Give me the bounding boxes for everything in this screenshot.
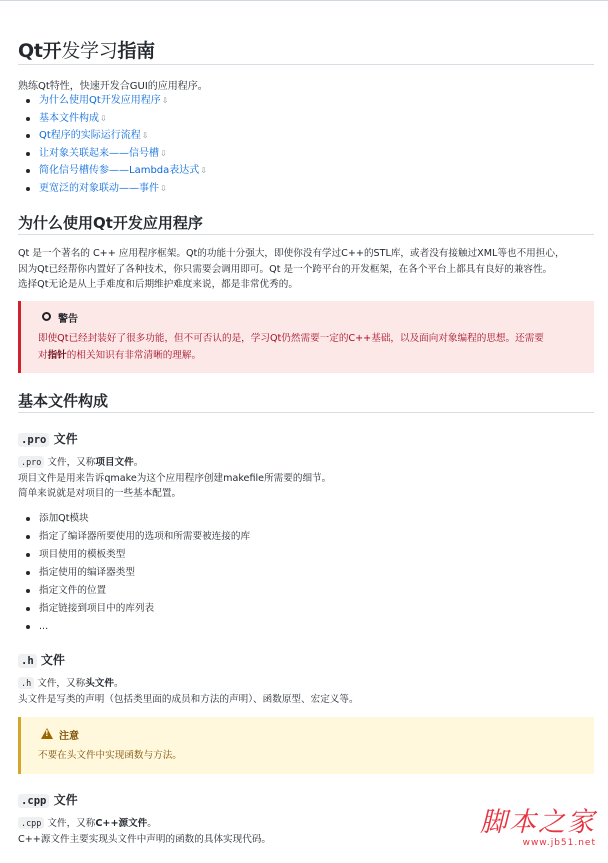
watermark-logo-text: 脚本之家 [480, 807, 596, 838]
pro-line-3: 简单来说就是对项目的一些基本配置。 [18, 488, 182, 500]
warning-title: 警告 [58, 314, 78, 325]
toc-item[interactable] [39, 180, 207, 198]
h-code: .h [18, 654, 37, 668]
cpp-line-1-end: 。 [147, 818, 157, 829]
page-title [18, 36, 155, 63]
list-item: 指定使用的编译器类型 [39, 564, 250, 582]
anchor-icon: ⇩ [160, 183, 167, 193]
section-heading-why: 为什么使用Qt开发应用程序 [18, 214, 203, 232]
why-line-1: Qt 是一个著名的 C++ 应用程序框架。Qt的功能十分强大，即使你没有学过C++的STL库，或者没有接触过XML等也不用担心， [18, 248, 565, 259]
toc-item[interactable] [39, 127, 207, 145]
warning-line-2-prefix: 对 [38, 350, 48, 361]
toc-item[interactable] [39, 110, 207, 128]
toc-item[interactable] [39, 92, 207, 110]
list-item: 添加Qt模块 [39, 510, 250, 528]
toc-item[interactable] [39, 162, 207, 180]
pro-line-2: 项目文件是用来告诉qmake为这个应用程序创建makefile所需要的细节。 [18, 472, 332, 484]
table-of-contents [18, 92, 207, 198]
list-item: 指定了编译器所要使用的选项和所需要被连接的库 [39, 528, 250, 546]
anchor-icon: ⇩ [160, 148, 167, 158]
h-line-1 [18, 676, 596, 692]
page-title-part2: 发学习 [61, 40, 118, 62]
cpp-code: .cpp [18, 794, 49, 808]
anchor-icon: ⇩ [161, 96, 169, 105]
anchor-icon: ⇩ [141, 131, 149, 141]
pro-bold-term: 项目文件 [95, 457, 134, 468]
cpp-line-2: C++源文件主要实现头文件中声明的函数的具体实现代码。 [18, 833, 272, 845]
page-title-part3: 指南 [117, 40, 155, 62]
pro-line-1 [18, 455, 596, 471]
warning-bold-term: 指针 [47, 350, 67, 361]
subheading-h [18, 651, 65, 668]
pro-line-1-text: 文件，又称 [44, 457, 96, 468]
toc-link[interactable]: 让对象关联起来——信号槽 [39, 147, 159, 159]
why-line-2: 因为Qt已经帮你内置好了各种技术，你只需要会调用即可。Qt 是一个跨平台的开发框架，在各个平台上都具有良好的兼容性。 [18, 263, 553, 275]
cpp-line-1-text: 文件，又称 [44, 818, 96, 829]
why-paragraph [18, 246, 596, 293]
warning-body [38, 330, 583, 364]
list-item: 指定链接到项目中的库列表 [39, 600, 250, 618]
section-divider [18, 234, 594, 235]
pro-heading-suffix: 文件 [49, 432, 78, 446]
page-title-part1: Qt开 [18, 40, 62, 62]
h-inline-code: .h [18, 677, 34, 689]
cpp-heading-suffix: 文件 [49, 793, 78, 807]
h-heading-suffix: 文件 [36, 653, 65, 667]
note-title: 注意 [59, 731, 79, 742]
watermark-url: www.jb51.net [522, 838, 596, 848]
pro-feature-list [18, 510, 250, 636]
toc-link[interactable]: 为什么使用Qt开发应用程序 [39, 95, 161, 106]
subheading-cpp [18, 791, 78, 808]
warning-line-1: 即使Qt已经封装好了很多功能，但不可否认的是，学习Qt仍然需要一定的C++基础，以及面向对象编程的思想。还需要 [38, 333, 544, 344]
note-body: 不要在头文件中实现函数与方法。 [38, 750, 182, 761]
pro-paragraph [18, 455, 596, 502]
title-divider [18, 64, 594, 65]
pro-code: .pro [18, 433, 49, 447]
warning-callout [18, 301, 594, 373]
list-item: ... [39, 618, 250, 636]
toc-link[interactable]: 简化信号槽传参——Lambda表达式 [39, 165, 200, 177]
cpp-bold-term: C++源文件 [95, 818, 148, 829]
h-line-1-end: 。 [113, 678, 124, 689]
site-watermark [480, 808, 596, 848]
toc-link[interactable]: 更宽泛的对象联动——事件 [39, 182, 159, 194]
why-line-3: 选择Qt无论是从上手难度和后期维护难度来说，都是非常优秀的。 [18, 279, 298, 291]
toc-link[interactable]: 基本文件构成 [39, 112, 99, 124]
toc-link[interactable]: Qt程序的实际运行流程 [39, 130, 141, 142]
section-divider [18, 412, 594, 413]
toc-item[interactable] [39, 145, 207, 163]
list-item: 项目使用的模板类型 [39, 546, 250, 564]
pro-line-1-end: 。 [133, 457, 144, 468]
anchor-icon: ⇩ [200, 166, 207, 176]
intro-text: 熟练Qt特性，快速开发合GUI的应用程序。 [18, 81, 208, 92]
note-callout [18, 717, 594, 774]
section-heading-files: 基本文件构成 [18, 392, 109, 410]
pro-inline-code: .pro [18, 456, 44, 468]
h-line-2: 头文件是写类的声明（包括类里面的成员和方法的声明）、函数原型、宏定义等。 [18, 693, 359, 705]
h-line-1-text: 文件，又称 [34, 678, 86, 689]
cpp-inline-code: .cpp [18, 817, 44, 829]
anchor-icon: ⇩ [100, 113, 107, 123]
h-paragraph [18, 676, 596, 707]
top-border [0, 0, 608, 1]
alert-triangle-icon [41, 728, 53, 739]
warning-line-2 [38, 347, 583, 364]
h-bold-term: 头文件 [85, 678, 114, 689]
subheading-pro [18, 430, 78, 447]
warning-circle-icon [42, 312, 51, 321]
warning-line-2-suffix: 的相关知识有非常清晰的理解。 [66, 350, 202, 361]
list-item: 指定文件的位置 [39, 582, 250, 600]
